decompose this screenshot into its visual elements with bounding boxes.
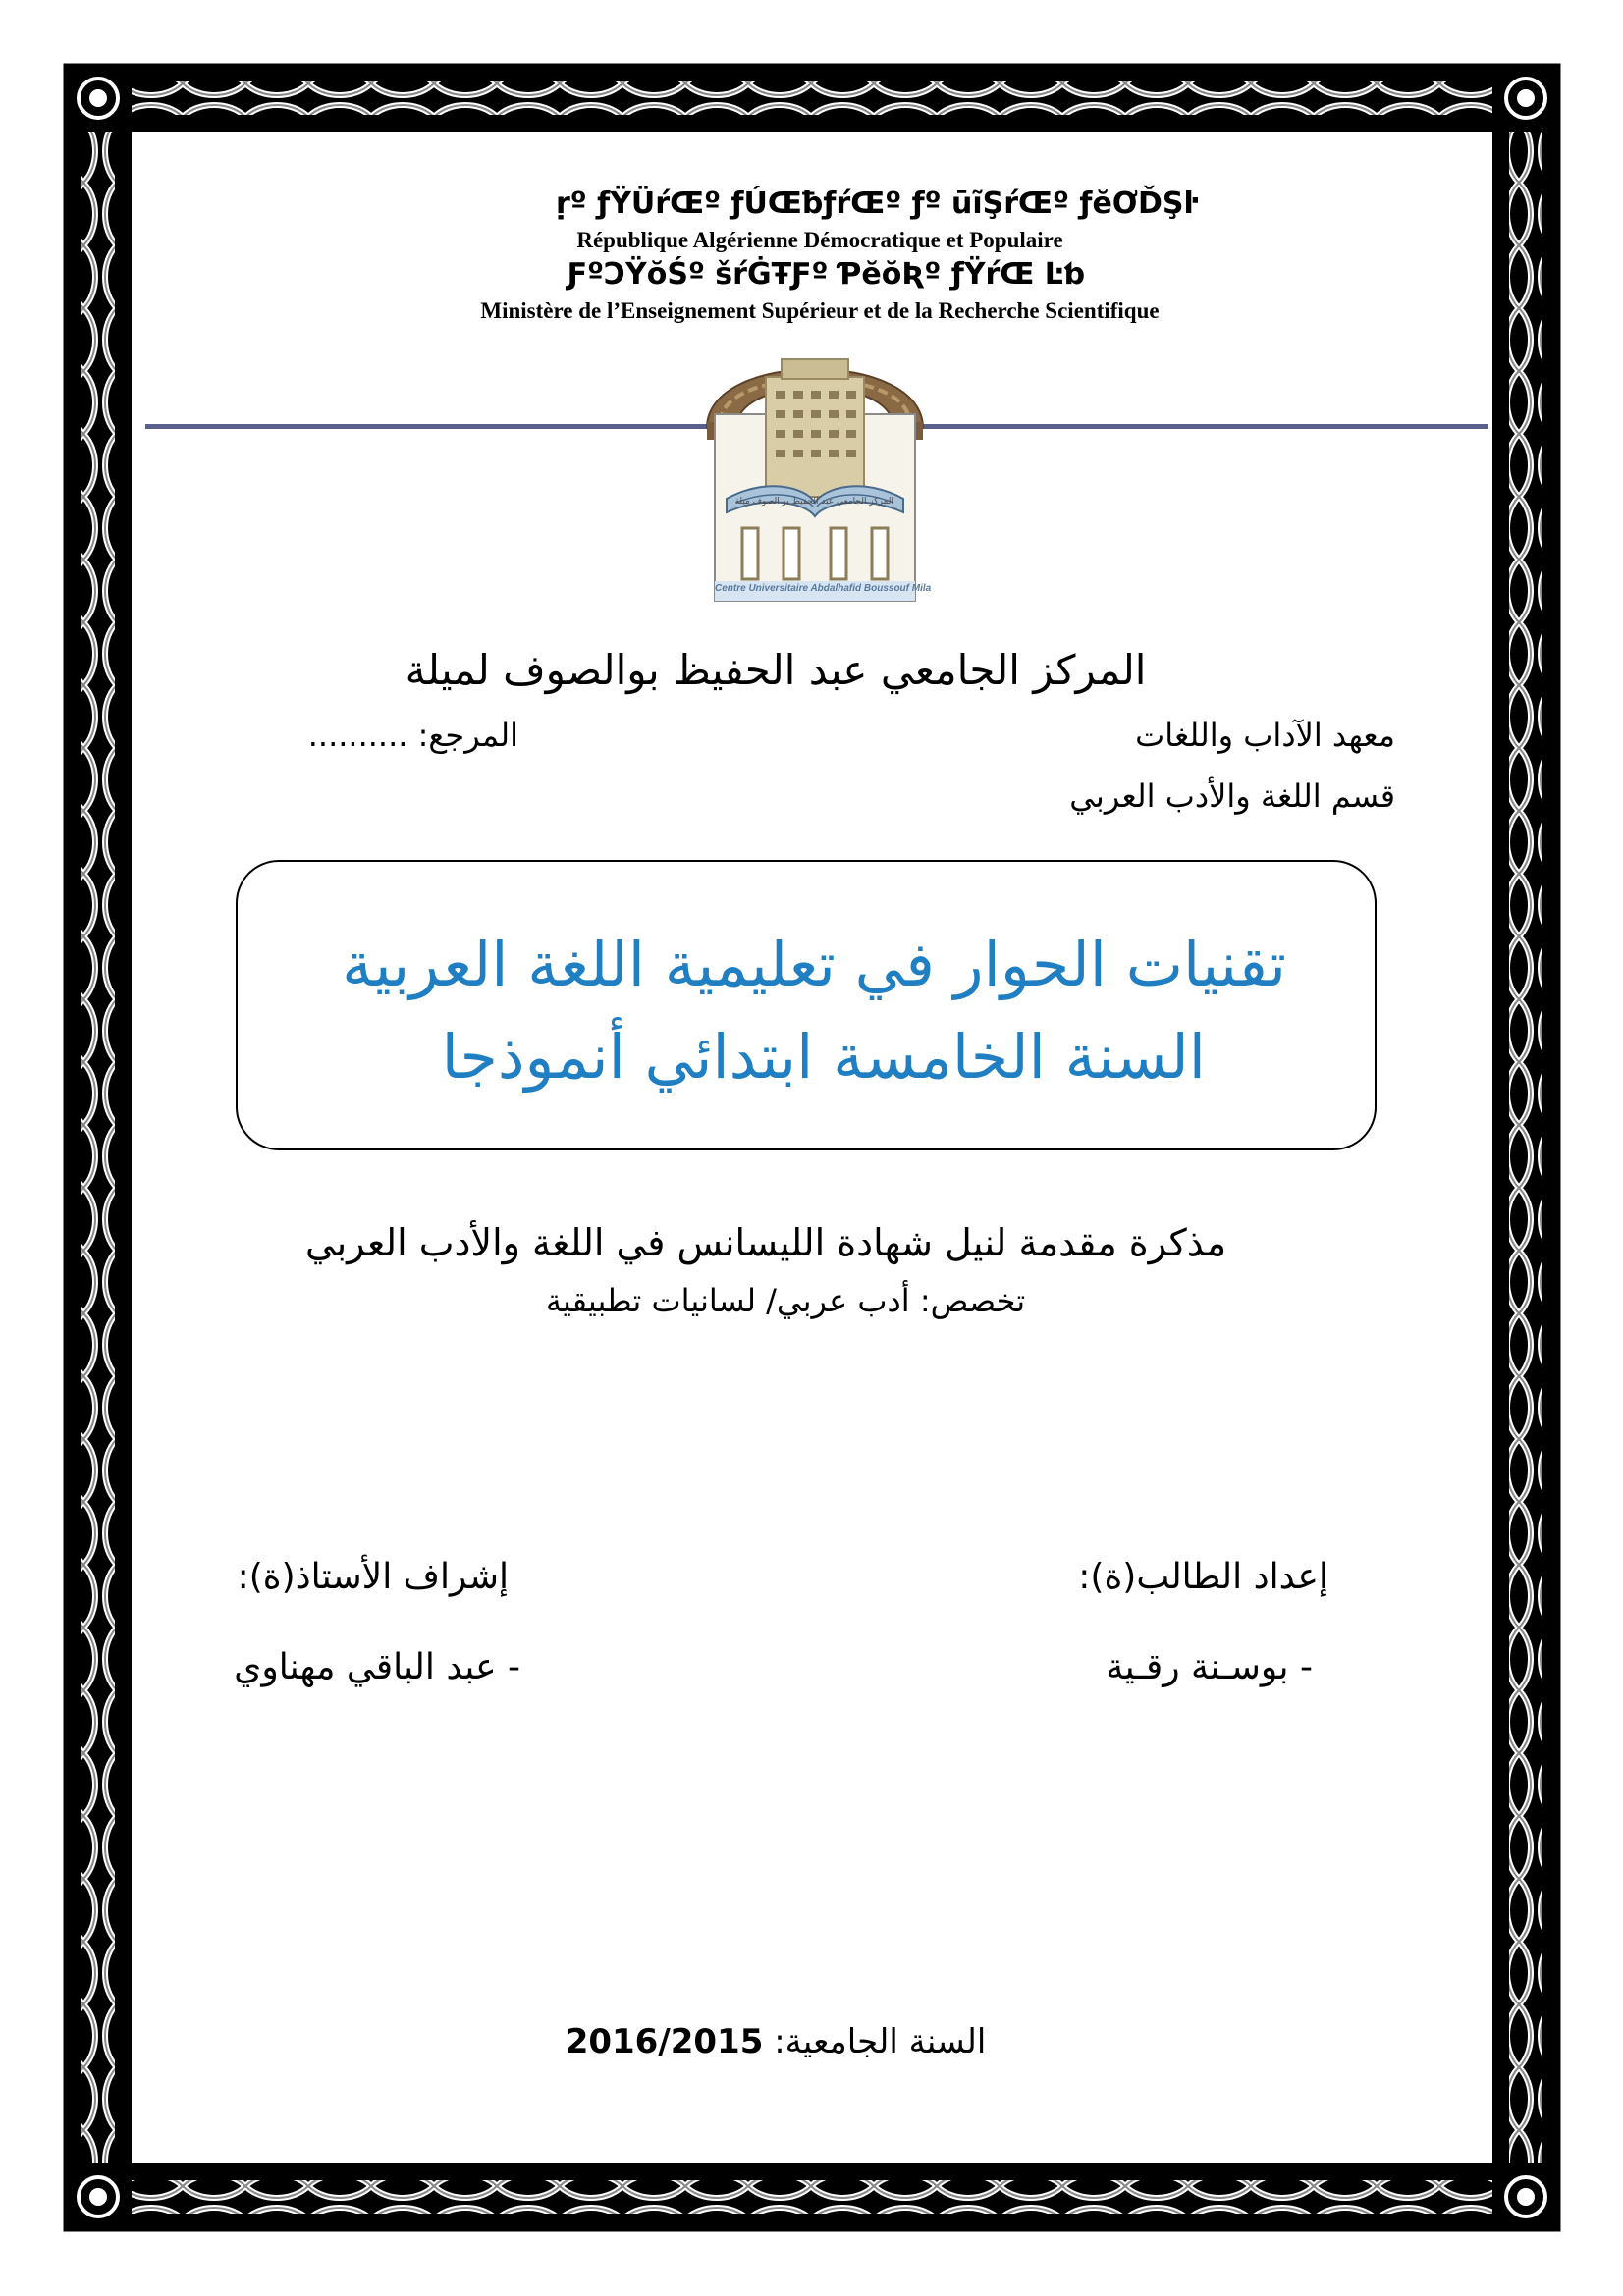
logo-caption: Centre Universitaire Abdalhafid Boussouf Mila (715, 583, 932, 594)
title-line-1: تقنيات الحوار في تعليمية اللغة العربية (342, 929, 1286, 1000)
center-name: المركز الجامعي عبد الحفيظ بوالصوف لميلة (405, 646, 1147, 694)
thesis-purpose: مذكرة مقدمة لنيل شهادة الليسانس في اللغة والأدب العربي (304, 1221, 1227, 1264)
ministry-heading-fr: Ministère de l’Enseignement Supérieur et de la Recherche Scientifique (480, 298, 1160, 323)
academic-year-label: السنة الجامعية: (774, 2022, 987, 2061)
reference-label: المرجع: .......... (307, 717, 518, 754)
student-name: - بوسـنة رقـية (1106, 1647, 1313, 1687)
supervisor-label: إشراف الأستاذ(ة): (237, 1557, 509, 1597)
arabic-republic-heading: ṛº ƒŸÜŕŒº ƒÚŒƀƒŕŒº ƒº ūĩŞŕŒº ƒĕƠĎŞŀ (556, 187, 1201, 221)
title-line-2: السنة الخامسة ابتدائي أنموذجا (441, 1021, 1206, 1093)
arabic-ministry-heading: ƑºƆŸŏŚº šŕĠŦƑº ƤĕŏƦº ƒŸŕŒ Ŀƅ (567, 257, 1085, 292)
republic-heading-fr: République Algérienne Démocratique et Populaire (576, 228, 1063, 252)
academic-year (550, 2022, 1001, 2061)
thesis-specialty: تخصص: أدب عربي/ لسانيات تطبيقية (545, 1282, 1026, 1319)
university-logo (687, 320, 943, 605)
academic-year-value: 2016/2015 (565, 2022, 764, 2061)
department-name: قسم اللغة والأدب العربي (1069, 777, 1395, 815)
institute-name: معهد الآداب واللغات (1135, 717, 1395, 754)
logo-arabic-caption: المركز الجامعي عبد الحفيظ بو الصوف ميلة (734, 497, 893, 507)
supervisor-name: - عبد الباقي مهناوي (234, 1647, 520, 1687)
title-box (236, 860, 1377, 1150)
student-label: إعداد الطالب(ة): (1078, 1557, 1328, 1597)
